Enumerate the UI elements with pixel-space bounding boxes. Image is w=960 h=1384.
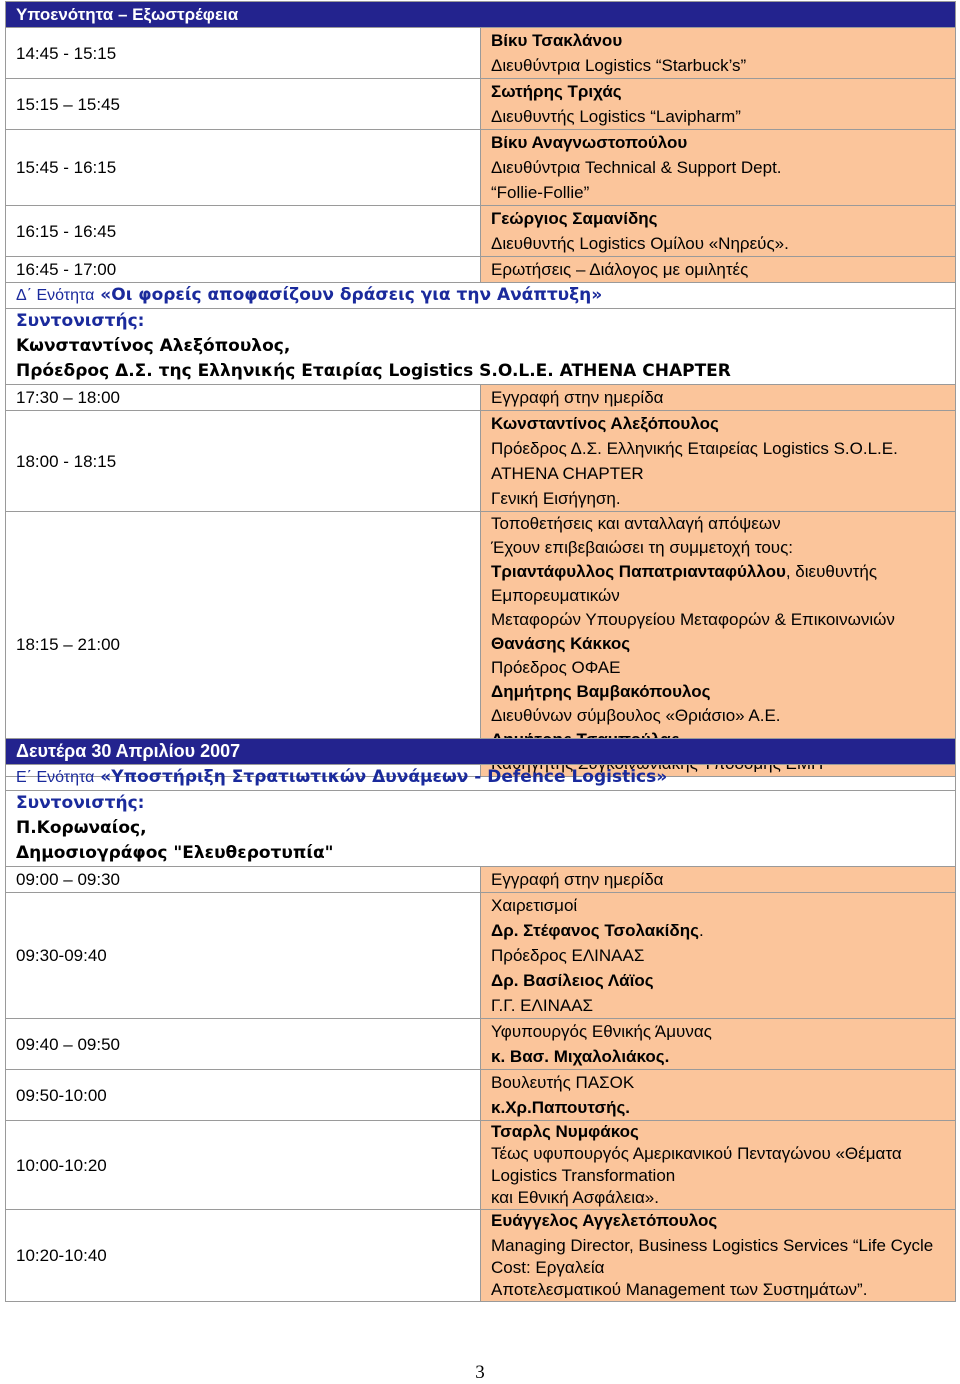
time-cell: 10:20-10:40 bbox=[6, 1210, 481, 1302]
speaker-cell bbox=[481, 1019, 956, 1070]
speaker-topic: Τέως υφυπουργός Αμερικανικού Πενταγώνου «Θέματα Logistics Transformation bbox=[491, 1144, 902, 1185]
panelist-name: Τριαντάφυλλος Παπατριανταφύλλου bbox=[491, 562, 786, 581]
section-label: Ε΄ Ενότητα bbox=[16, 769, 95, 786]
speaker-name: Σωτήρης Τριχάς bbox=[491, 82, 622, 101]
speaker-name-suffix: . bbox=[698, 921, 704, 940]
speaker-name: Βίκυ Αναγνωστοπούλου bbox=[491, 133, 688, 152]
section-name: «Οι φορείς αποφασίζουν δράσεις για την Ανάπτυξη» bbox=[100, 285, 603, 305]
panel-intro: Τοποθετήσεις και ανταλλαγή απόψεων bbox=[491, 514, 781, 533]
session-cell bbox=[481, 257, 956, 283]
speaker-role: Διευθυντής Logistics “Lavipharm” bbox=[491, 107, 741, 126]
speaker-name: Τσαρλς Νυμφάκος bbox=[491, 1122, 639, 1141]
coordinator-label: Συντονιστής: bbox=[6, 309, 956, 335]
time-cell: 09:00 – 09:30 bbox=[6, 867, 481, 893]
time-cell: 18:00 - 18:15 bbox=[6, 411, 481, 512]
time-cell: 09:40 – 09:50 bbox=[6, 1019, 481, 1070]
speaker-cell bbox=[481, 893, 956, 1019]
panel-confirmed: Έχουν επιβεβαιώσει τη συμμετοχή τους: bbox=[491, 538, 794, 557]
panel-cell bbox=[481, 512, 956, 777]
panelist-name: Θανάσης Κάκκος bbox=[491, 634, 631, 653]
time-cell: 09:50-10:00 bbox=[6, 1070, 481, 1121]
panelist-role-inline: , διευθυντής Εμπορευματικών bbox=[491, 562, 878, 605]
speaker-name: Ευάγγελος Αγγελετόπουλος bbox=[491, 1211, 718, 1230]
time-cell: 16:15 - 16:45 bbox=[6, 206, 481, 257]
panelist-role: Μεταφορών Υπουργείου Μεταφορών & Επικοινωνιών bbox=[491, 610, 895, 629]
coordinator-role-abbr: Δ.Σ bbox=[115, 361, 147, 381]
time-cell: 14:45 - 15:15 bbox=[6, 28, 481, 79]
panelist-role: Διευθύνων σύμβουλος «Θριάσιο» Α.Ε. bbox=[491, 706, 781, 725]
speaker-cell bbox=[481, 130, 956, 206]
section-title bbox=[6, 765, 956, 791]
section-name: «Υποστήριξη Στρατιωτικών Δυνάμεων - Defence Logistics» bbox=[100, 767, 668, 787]
speaker-cell bbox=[481, 79, 956, 130]
session-cell bbox=[481, 385, 956, 411]
greetings-label: Χαιρετισμοί bbox=[491, 896, 578, 915]
session-text: Ερωτήσεις – Διάλογος με ομιλητές bbox=[491, 260, 749, 279]
coordinator-role: Δημοσιογράφος "Ελευθεροτυπία" bbox=[6, 841, 956, 867]
coordinator-label: Συντονιστής: bbox=[6, 791, 956, 817]
speaker-name: Βίκυ Τσακλάνου bbox=[491, 31, 623, 50]
speaker-role: Διευθύντρια Logistics “Starbuck’s” bbox=[491, 56, 747, 75]
speaker-role: Βουλευτής ΠΑΣΟΚ bbox=[491, 1073, 635, 1092]
speaker-name: κ.Χρ.Παπουτσής. bbox=[491, 1098, 631, 1117]
time-cell: 15:45 - 16:15 bbox=[6, 130, 481, 206]
speaker-topic-cont: και Εθνική Ασφάλεια». bbox=[491, 1188, 659, 1207]
coordinator-role bbox=[6, 359, 956, 385]
agenda-table-day1 bbox=[5, 1, 956, 777]
session-text: Εγγραφή στην ημερίδα bbox=[491, 388, 664, 407]
speaker-role: Διευθυντής Logistics Ομίλου «Νηρεύς». bbox=[491, 234, 789, 253]
page-number: 3 bbox=[475, 1362, 485, 1383]
coordinator-role-rest: . της Ελληνικής Εταιρίας Logistics S.O.L.E. ATHENA CHAPTER bbox=[146, 361, 731, 381]
coordinator-name: Π.Κορωναίος, bbox=[6, 816, 956, 841]
panelist-name: Δημήτρης Βαμβακόπουλος bbox=[491, 682, 711, 701]
speaker-name: Γεώργιος Σαμανίδης bbox=[491, 209, 658, 228]
speaker-role: Πρόεδρος Δ.Σ. Ελληνικής Εταιρείας Logistics S.O.L.E. ATHENA CHAPTER bbox=[491, 439, 898, 483]
speaker-name: κ. Βασ. Μιχαλολιάκος. bbox=[491, 1047, 670, 1066]
speaker-line bbox=[491, 918, 945, 943]
coordinator-name: Κωνσταντίνος Αλεξόπουλος, bbox=[6, 334, 956, 359]
time-cell: 09:30-09:40 bbox=[6, 893, 481, 1019]
time-cell: 16:45 - 17:00 bbox=[6, 257, 481, 283]
section-title bbox=[6, 283, 956, 309]
speaker-role: Γ.Γ. ΕΛΙΝΑΑΣ bbox=[491, 996, 594, 1015]
time-cell: 15:15 – 15:45 bbox=[6, 79, 481, 130]
agenda-table-day2 bbox=[5, 738, 956, 1302]
panelist-line bbox=[491, 560, 945, 608]
session-cell bbox=[481, 867, 956, 893]
day-header: Δευτέρα 30 Απριλίου 2007 bbox=[6, 739, 956, 765]
subsection-header: Υποενότητα – Εξωστρέφεια bbox=[6, 2, 956, 28]
speaker-cell bbox=[481, 411, 956, 512]
section-label: Δ΄ Ενότητα bbox=[16, 287, 95, 304]
speaker-cell bbox=[481, 1070, 956, 1121]
speaker-role: Υφυπουργός Εθνικής Άμυνας bbox=[491, 1022, 712, 1041]
speaker-cell bbox=[481, 1121, 956, 1210]
speaker-topic-cont: Αποτελεσματικού Management των Συστημάτων”. bbox=[491, 1280, 868, 1299]
time-cell: 10:00-10:20 bbox=[6, 1121, 481, 1210]
speaker-name: Κωνσταντίνος Αλεξόπουλος bbox=[491, 414, 719, 433]
speaker-cell bbox=[481, 206, 956, 257]
speaker-topic: Managing Director, Business Logistics Services “Life Cycle Cost: Εργαλεία bbox=[491, 1236, 934, 1277]
speaker-name: Δρ. Βασίλειος Λάϊος bbox=[491, 971, 654, 990]
speaker-role: Πρόεδρος ΕΛΙΝΑΑΣ bbox=[491, 946, 645, 965]
time-cell: 18:15 – 21:00 bbox=[6, 512, 481, 777]
panelist-role: Πρόεδρος ΟΦΑΕ bbox=[491, 658, 621, 677]
speaker-cell bbox=[481, 28, 956, 79]
speaker-cell bbox=[481, 1210, 956, 1302]
speaker-role: Διευθύντρια Technical & Support Dept. bbox=[491, 158, 782, 177]
time-cell: 17:30 – 18:00 bbox=[6, 385, 481, 411]
speaker-topic: Γενική Εισήγηση. bbox=[491, 489, 621, 508]
session-text: Εγγραφή στην ημερίδα bbox=[491, 870, 664, 889]
speaker-company: “Follie-Follie” bbox=[491, 183, 590, 202]
speaker-name: Δρ. Στέφανος Τσολακίδης bbox=[491, 921, 699, 940]
coordinator-role-prefix: Πρόεδρος bbox=[16, 361, 116, 381]
